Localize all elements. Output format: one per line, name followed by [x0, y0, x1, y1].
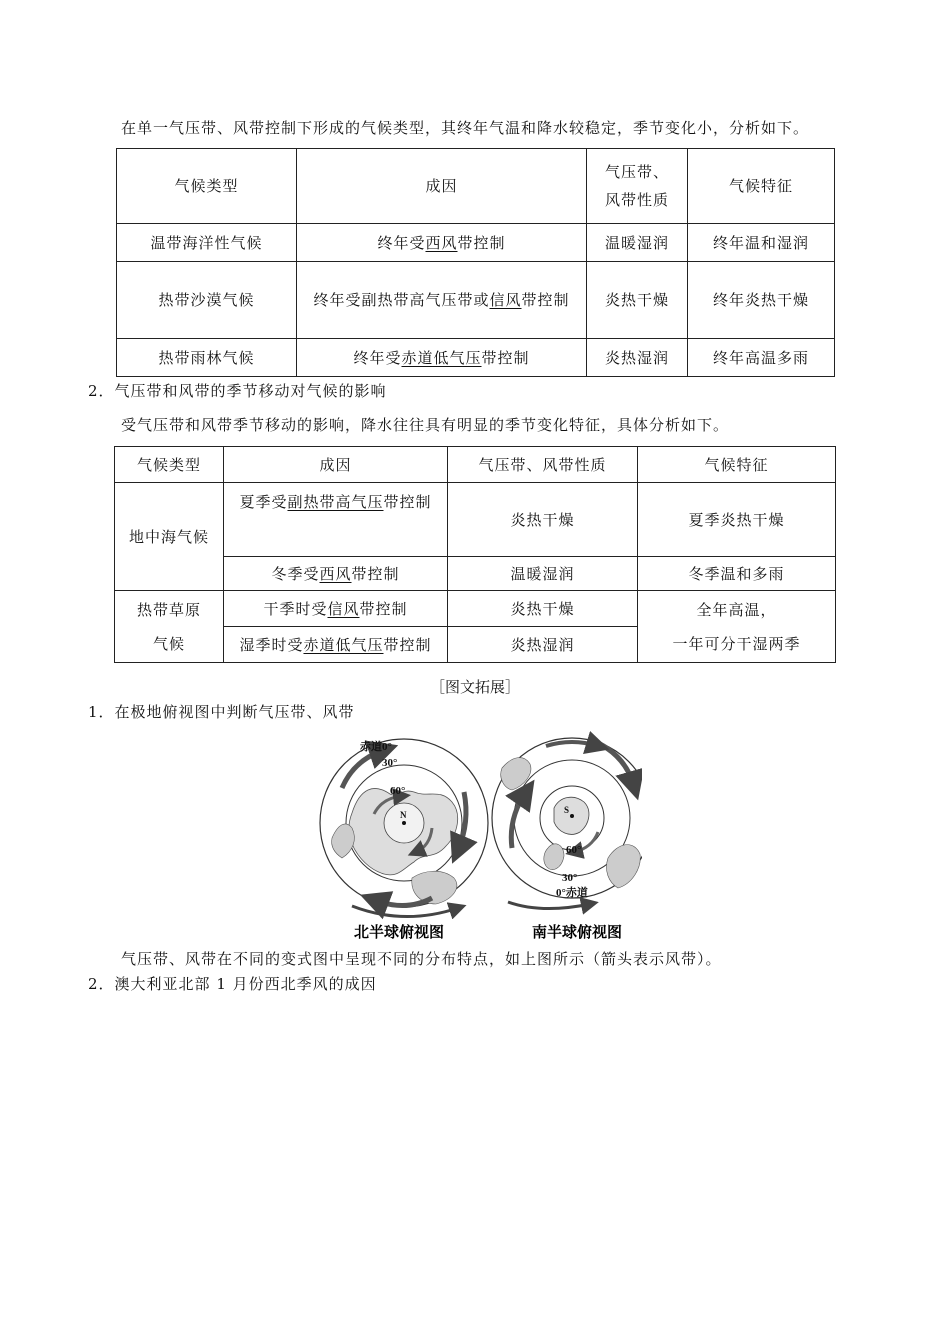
expand-heading: ［图文拓展］: [429, 678, 520, 696]
table1-row2-feature: 终年炎热干燥: [688, 262, 835, 339]
table2-savanna-dry-cause: 干季时受信风带控制: [224, 591, 448, 627]
north-label-30: 30°: [382, 757, 398, 769]
table2-header-type: 气候类型: [115, 447, 224, 483]
table1-header-cause: 成因: [297, 149, 587, 224]
table2-header-nature: 气压带、风带性质: [448, 447, 638, 483]
table1-row1-feature: 终年温和湿润: [688, 224, 835, 262]
north-label-equator: 赤道0°: [360, 741, 392, 753]
south-label-30: 30°: [562, 872, 578, 884]
north-label-pole: N: [400, 810, 407, 820]
table2-savanna-wet-cause: 湿季时受赤道低气压带控制: [224, 627, 448, 663]
table2-med-summer-feature: 夏季炎热干燥: [638, 483, 836, 557]
south-caption: 南半球俯视图: [532, 925, 623, 941]
table2-savanna-type: 热带草原 气候: [115, 591, 224, 663]
polar-view-figure: [312, 728, 642, 943]
north-label-60: 60°: [390, 785, 406, 797]
south-hemisphere-globe: [492, 738, 642, 909]
table2-med-summer-cause: 夏季受副热带高气压带控制: [224, 483, 448, 557]
table1-row1-type: 温带海洋性气候: [117, 224, 297, 262]
table2-savanna-wet-nature: 炎热湿润: [448, 627, 638, 663]
table1-row2-nature: 炎热干燥: [587, 262, 688, 339]
table1-row3-cause: 终年受赤道低气压带控制: [297, 339, 587, 377]
south-label-pole: S: [564, 805, 570, 815]
table1-row2-cause: 终年受副热带高气压带或信风带控制: [297, 262, 587, 339]
item1-heading: 1．在极地俯视图中判断气压带、风带: [88, 703, 355, 721]
table1-header-nature: 气压带、 风带性质: [587, 149, 688, 224]
intro-paragraph-1: 在单一气压带、风带控制下形成的气候类型，其终年气温和降水较稳定，季节变化小，分析如下。: [121, 119, 810, 137]
table2-med-type: 地中海气候: [115, 483, 224, 591]
item2-heading: 2．澳大利亚北部 1 月份西北季风的成因: [88, 975, 377, 993]
table2-savanna-feature: 全年高温， 一年可分干湿两季: [638, 591, 836, 663]
climate-table-single: [116, 148, 835, 377]
table2-med-winter-cause: 冬季受西风带控制: [224, 557, 448, 591]
table2-savanna-dry-nature: 炎热干燥: [448, 591, 638, 627]
table1-row1-nature: 温暖湿润: [587, 224, 688, 262]
south-label-equator: 0°赤道: [556, 887, 588, 899]
south-outer-arrow: [508, 902, 590, 909]
table2-med-summer-nature: 炎热干燥: [448, 483, 638, 557]
north-hemisphere-globe: [320, 739, 488, 917]
climate-table-seasonal: [114, 446, 836, 663]
table1-row3-feature: 终年高温多雨: [688, 339, 835, 377]
south-label-60: 60°: [566, 844, 582, 856]
table1-row2-type: 热带沙漠气候: [117, 262, 297, 339]
table1-row3-nature: 炎热湿润: [587, 339, 688, 377]
north-caption: 北半球俯视图: [354, 925, 445, 941]
intro-paragraph-2: 受气压带和风带季节移动的影响，降水往往具有明显的季节变化特征，具体分析如下。: [121, 416, 730, 434]
table1-header-type: 气候类型: [117, 149, 297, 224]
table1-row3-type: 热带雨林气候: [117, 339, 297, 377]
table2-med-winter-feature: 冬季温和多雨: [638, 557, 836, 591]
table1-header-feature: 气候特征: [688, 149, 835, 224]
table2-med-winter-nature: 温暖湿润: [448, 557, 638, 591]
figure-note: 气压带、风带在不同的变式图中呈现不同的分布特点，如上图所示（箭头表示风带）。: [121, 950, 722, 968]
table2-header-cause: 成因: [224, 447, 448, 483]
table1-row1-cause: 终年受西风带控制: [297, 224, 587, 262]
section2-heading: 2．气压带和风带的季节移动对气候的影响: [88, 382, 387, 400]
table2-header-feature: 气候特征: [638, 447, 836, 483]
